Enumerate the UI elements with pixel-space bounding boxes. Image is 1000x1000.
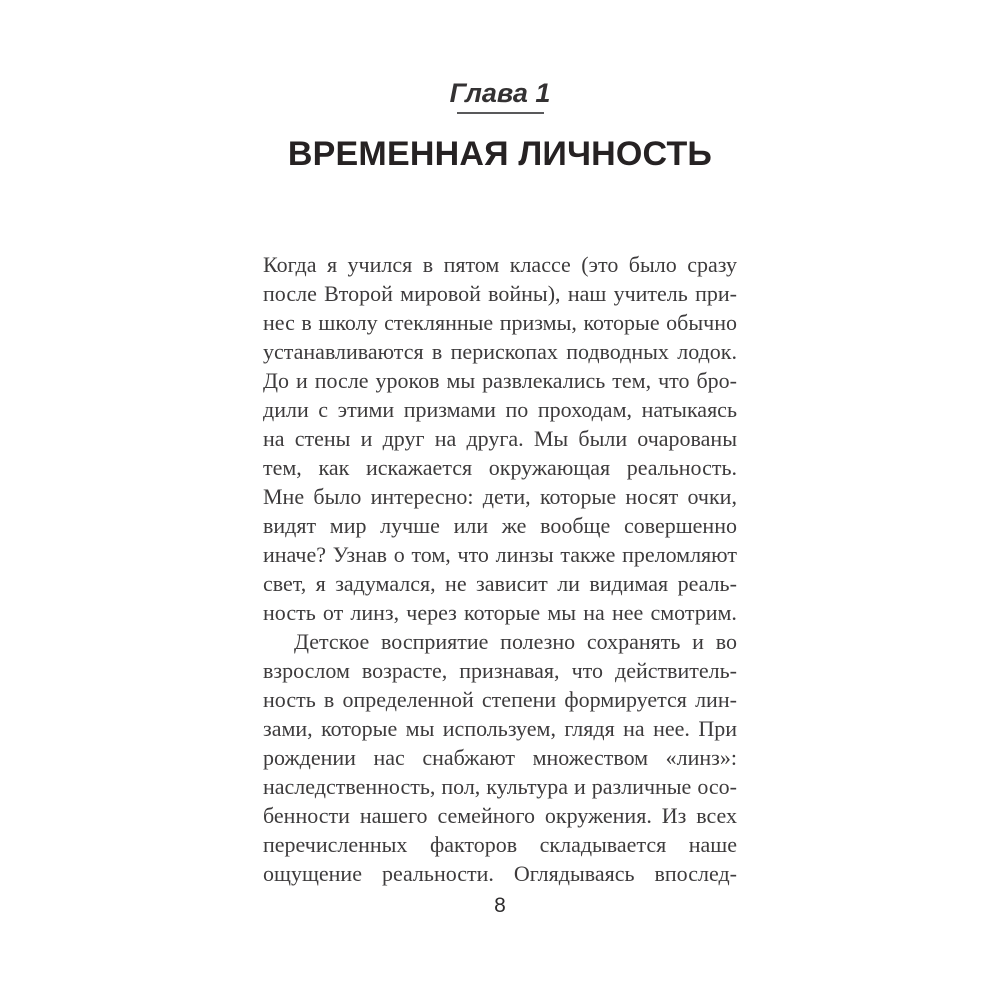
text-line: видят мир лучше или же вообще совершенно: [263, 513, 737, 538]
text-line: ность в определенной степени формируется лин-: [263, 687, 737, 712]
text-line: ощущение реальности. Оглядываясь впослед-: [263, 861, 737, 886]
text-line: ность от линз, через которые мы на нее смотрим.: [263, 600, 737, 625]
page-number: 8: [494, 894, 506, 917]
text-line: свет, я задумался, не зависит ли видимая реаль-: [263, 571, 737, 596]
text-line: на стены и друг на друга. Мы были очарованы: [263, 426, 737, 451]
text-line: До и после уроков мы развлекались тем, что бро-: [263, 368, 737, 393]
text-line: тем, как искажается окружающая реальность.: [263, 455, 737, 480]
text-line: перечисленных факторов складывается наше: [263, 832, 737, 857]
paragraph: [263, 250, 737, 627]
text-line: наследственность, пол, культура и различные осо-: [263, 774, 737, 799]
chapter-label: Глава 1: [449, 78, 551, 108]
text-line: зами, которые мы используем, глядя на нее. При: [263, 716, 737, 741]
text-line: Мне было интересно: дети, которые носят очки,: [263, 484, 737, 509]
text-line: устанавливаются в перископах подводных лодок.: [263, 339, 737, 364]
text-line: рождении нас снабжают множеством «линз»:: [263, 745, 737, 770]
text-line: после Второй мировой войны), наш учитель при-: [263, 281, 737, 306]
text-line: бенности нашего семейного окружения. Из всех: [263, 803, 737, 828]
text-line: нес в школу стеклянные призмы, которые обычно: [263, 310, 737, 335]
text-line: Детское восприятие полезно сохранять и во: [294, 629, 737, 654]
chapter-rule: [457, 112, 544, 114]
text-line: взрослом возрасте, признавая, что действитель-: [263, 658, 737, 683]
text-line: иначе? Узнав о том, что линзы также преломляют: [263, 542, 737, 567]
chapter-title: ВРЕМЕННАЯ ЛИЧНОСТЬ: [287, 135, 713, 173]
text-line: дили с этими призмами по проходам, натыкаясь: [263, 397, 737, 422]
paragraph: [263, 627, 737, 888]
body-text-column: [263, 250, 737, 888]
text-line: Когда я учился в пятом классе (это было сразу: [263, 252, 737, 277]
